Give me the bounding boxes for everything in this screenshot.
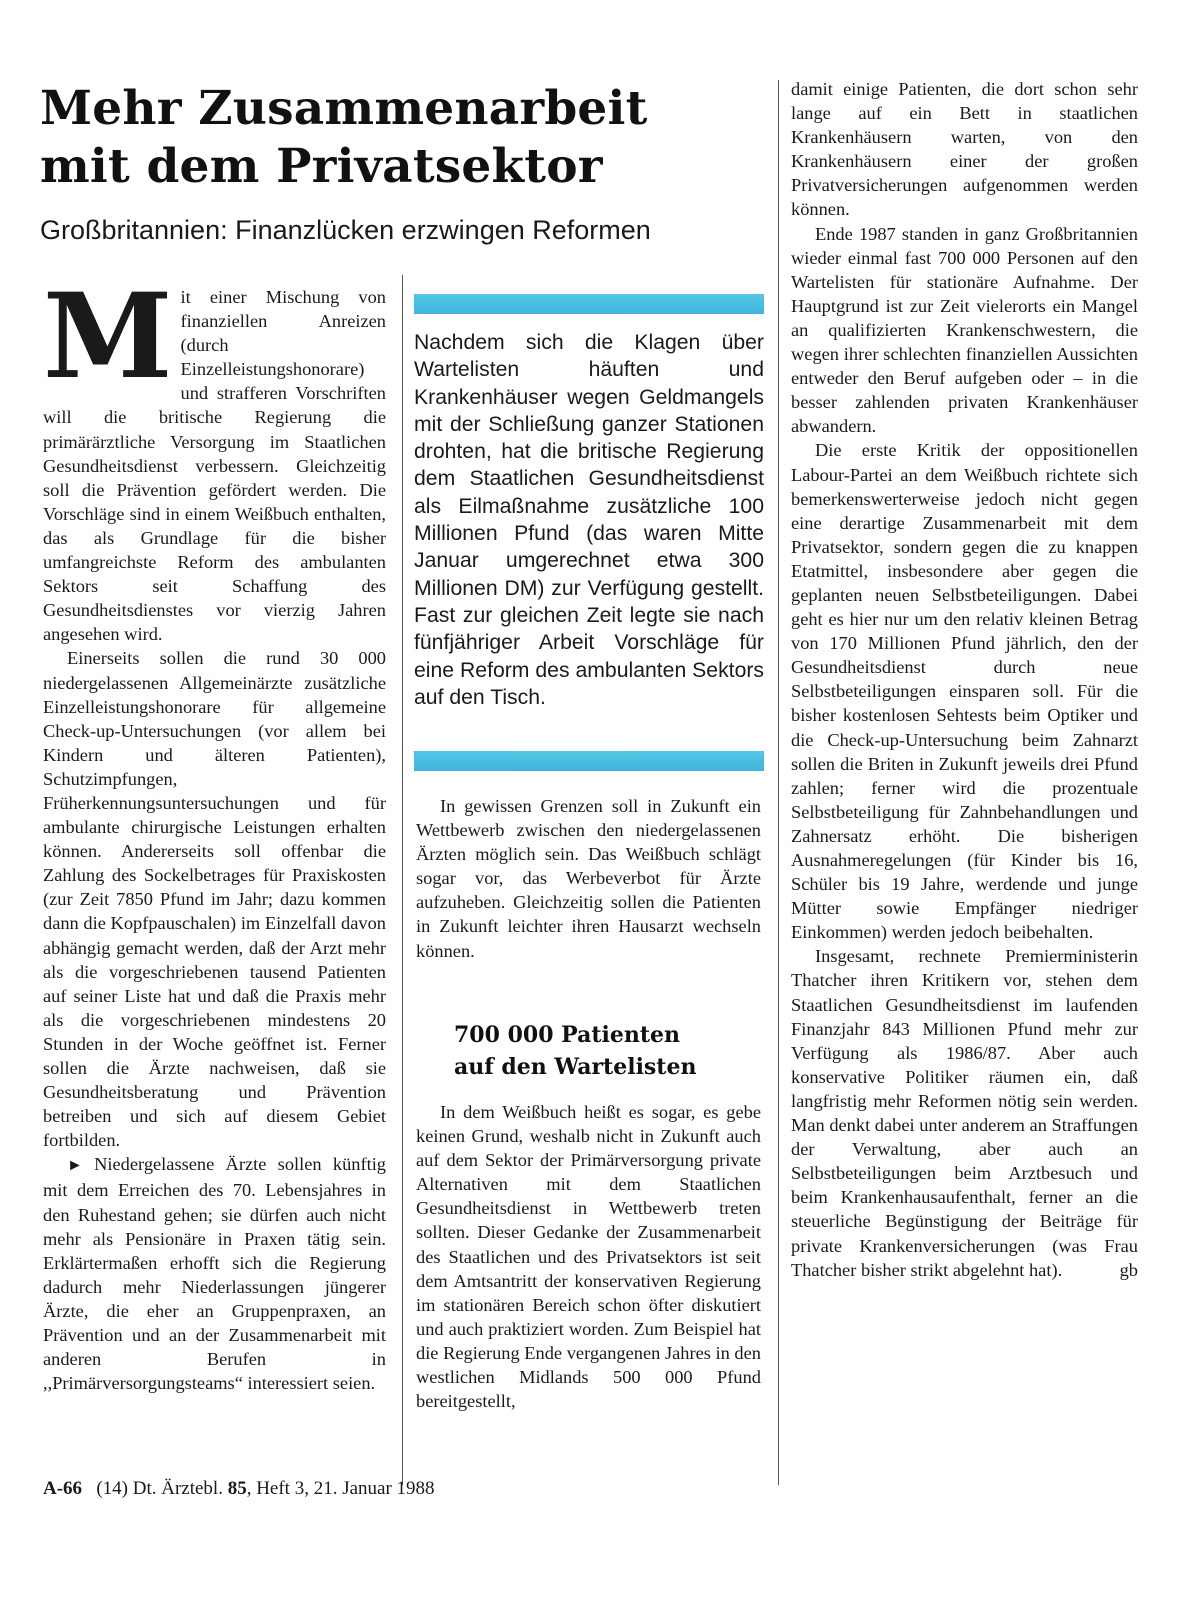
col3-paragraph-3: Die erste Kritik der oppositionellen Labour-Partei an dem Weißbuch richtete sich bemerkenswerterweise jedoch nicht gegen eine derartige Zusammenarbeit mit dem Privatsektor, sondern gegen die zu knappen Etatmittel, insbesondere aber gegen die geplanten neuen Selbstbeteiligungen. Dabei geht es hier nur um den relativ kleinen Betrag von 170 Millionen Pfund jährlich, den der Gesundheitsdienst durch neue Selbstbeteiligungen einsparen soll. Für die bisher kostenlosen Sehtests beim Optiker und die Check-up-Untersuchung beim Zahnarzt sollen die Briten in Zukunft jeweils drei Pfund zahlen; ferner wird die prozentuale Selbstbeteiligung für Zahnbehandlungen und Zahnersatz erhöht. Die bisherigen Ausnahmeregelungen (für Kinder bis 16, Schüler bis 19 Jahre, werdende und junge Mütter sowie Empfänger niedriger Einkommen) werden jedoch beibehalten. <box>791 440 1138 943</box>
lead-top-band <box>414 294 764 314</box>
col1-paragraph-3-text: Niedergelassene Ärzte sollen künftig mit dem Erreichen des 70. Lebensjahres in den Ruhestand gehen; sie dürfen auch nicht mehr als Pensionäre in Praxen tätig sein. Erklärtermaßen erhofft sich die Regierung dadurch mehr Niederlassungen jüngerer Ärzte, die eher an Gruppenpraxen, an Prävention und an der Zusammenarbeit mit anderen Berufen in ,,Primärversorgungsteams“ interessiert seien. <box>43 1154 386 1394</box>
arrow-bullet-icon: ► <box>67 1157 83 1175</box>
lead-paragraph: Nachdem sich die Klagen über Wartelisten häuften und Krankenhäuser wegen Geldmangels mit der Schließung ganzer Stationen drohten, hat die britische Regierung dem Staatlichen Gesundheitsdienst als Eilmaßnahme zusätzliche 100 Millionen Pfund (das waren Mitte Januar umgerechnet etwa 300 Millionen DM) zur Verfügung gestellt. Fast zur gleichen Zeit legte sie nach fünfjähriger Arbeit Vorschläge für eine Reform des ambulanten Sektors auf den Tisch. <box>414 331 764 709</box>
col1-paragraph-2: Einerseits sollen die rund 30 000 niedergelassenen Allgemeinärzte zusätzliche Einzelleistungshonorare für allgemeine Check-up-Untersuchungen (vor allem bei Kindern und älteren Patienten), Schutzimpfungen, Früherkennungsuntersuchungen und für ambulante chirurgische Leistungen erhalten können. Andererseits soll offenbar die Zahlung des Sockelbetrages für Praxiskosten (zur Zeit 7850 Pfund im Jahr; dazu kommen dann die Kopfpauschalen) im Einzelfall davon abhängig gemacht werden, daß der Arzt mehr als die vorgeschriebenen tausend Patienten auf seiner Liste hat und daß die Praxis mehr als die vorgeschriebenen mindestens 20 Stunden in der Woche geöffnet ist. Ferner sollen die Ärzte nachweisen, daß sie Gesundheitsberatung und Prävention betreiben und sich auf diesem Gebiet fortbilden. <box>43 648 386 1151</box>
column-3 <box>791 77 1138 1282</box>
section-heading <box>454 1019 754 1083</box>
footer-volume: 85 <box>227 1478 247 1499</box>
col3-paragraph-2: Ende 1987 standen in ganz Großbritannien wieder einmal fast 700 000 Personen auf den Wartelisten für stationäre Aufnahme. Der Hauptgrund ist zur Zeit vielerorts ein Mangel an qualifizierten Krankenschwestern, die wegen ihrer schlechten finanziellen Aussichten entweder den Beruf aufgeben oder – in die besser zahlenden privaten Krankenhäuser abwandern. <box>791 223 1138 437</box>
col1-paragraph-1: Mit einer Mischung von finanziellen Anreizen (durch Einzelleistungshonorare) und strafferen Vorschriften will die britische Regierung die primärärztliche Versorgung im Staatlichen Gesundheitsdienst verbessern. Gleichzeitig soll die Prävention gefördert werden. Die Vorschläge sind in einem Weißbuch enthalten, das als Grundlage für die bisher umfangreichste Reform des ambulanten Sektors seit Schaffung des Gesundheitsdienstes vor vierzig Jahren angesehen wird. <box>43 267 386 645</box>
page-number: A-66 <box>43 1478 83 1499</box>
section-heading-line-2: auf den Wartelisten <box>454 1054 697 1080</box>
col2-paragraph-2: In dem Weißbuch heißt es sogar, es gebe keinen Grund, weshalb nicht in Zukunft auch auf dem Sektor der Primärversorgung private Alternativen mit dem Staatlichen Gesundheitsdienst in Wettbewerb treten sollten. Dieser Gedanke der Zusammenarbeit des Staatlichen und des Privatsektors ist seit dem Amtsantritt der konservativen Regierung im stationären Bereich schon öfter diskutiert und auch praktiziert worden. Zum Beispiel hat die Regierung Ende vergangenen Jahres in den westlichen Midlands 500 000 Pfund bereitgestellt, <box>416 1102 761 1412</box>
footer-source-post: , Heft 3, 21. Januar 1988 <box>246 1478 435 1499</box>
column-divider-2 <box>778 80 779 1485</box>
footer-source-pre: (14) Dt. Ärztebl. <box>96 1478 228 1499</box>
headline-line-2: mit dem Privatsektor <box>40 139 603 194</box>
col2-paragraph-1: In gewissen Grenzen soll in Zukunft ein Wettbewerb zwischen den niedergelassenen Ärzten möglich sein. Das Weißbuch schlägt sogar vor, das Werbeverbot für Ärzte aufzuheben. Gleichzeitig sollen die Patienten in Zukunft leichter ihren Hausarzt wechseln können. <box>416 796 761 961</box>
column-divider-1 <box>402 275 403 1485</box>
subheadline: Großbritannien: Finanzlücken erzwingen Reformen <box>40 215 651 245</box>
column-2-top <box>416 794 761 963</box>
section-heading-line-1: 700 000 Patienten <box>454 1022 681 1048</box>
col3-paragraph-4 <box>791 944 1138 1281</box>
column-1 <box>43 267 386 1395</box>
headline <box>40 80 780 196</box>
page-footer <box>43 1478 435 1500</box>
column-2-bottom <box>416 1100 761 1413</box>
author-signature: gb <box>1119 1259 1138 1280</box>
headline-line-1: Mehr Zusammenarbeit <box>40 81 648 136</box>
col3-paragraph-4-text: Insgesamt, rechnete Premierministerin Thatcher ihren Kritikern vor, stehen dem Staatlichen Gesundheitsdienst im laufenden Finanzjahr 843 Millionen Pfund mehr zur Verfügung als 1986/87. Aber auch konservative Politiker räumen ein, daß langfristig mehr Reformen nötig sein werden. Man denkt dabei unter anderem an Straffungen der Verwaltung, aber auch an Selbstbeteiligungen beim Arztbesuch und beim Krankenhausaufenthalt, ferner an die steuerliche Begünstigung der Beiträge für private Krankenversicherungen (was Frau Thatcher bisher strikt abgelehnt hat). <box>791 946 1138 1280</box>
lead-bottom-band <box>414 751 764 771</box>
col1-paragraph-3 <box>43 1152 386 1395</box>
col3-paragraph-1: damit einige Patienten, die dort schon sehr lange auf ein Bett in staatlichen Krankenhäusern warten, von den Krankenhäusern einer der großen Privatversicherungen aufgenommen werden können. <box>791 79 1138 220</box>
